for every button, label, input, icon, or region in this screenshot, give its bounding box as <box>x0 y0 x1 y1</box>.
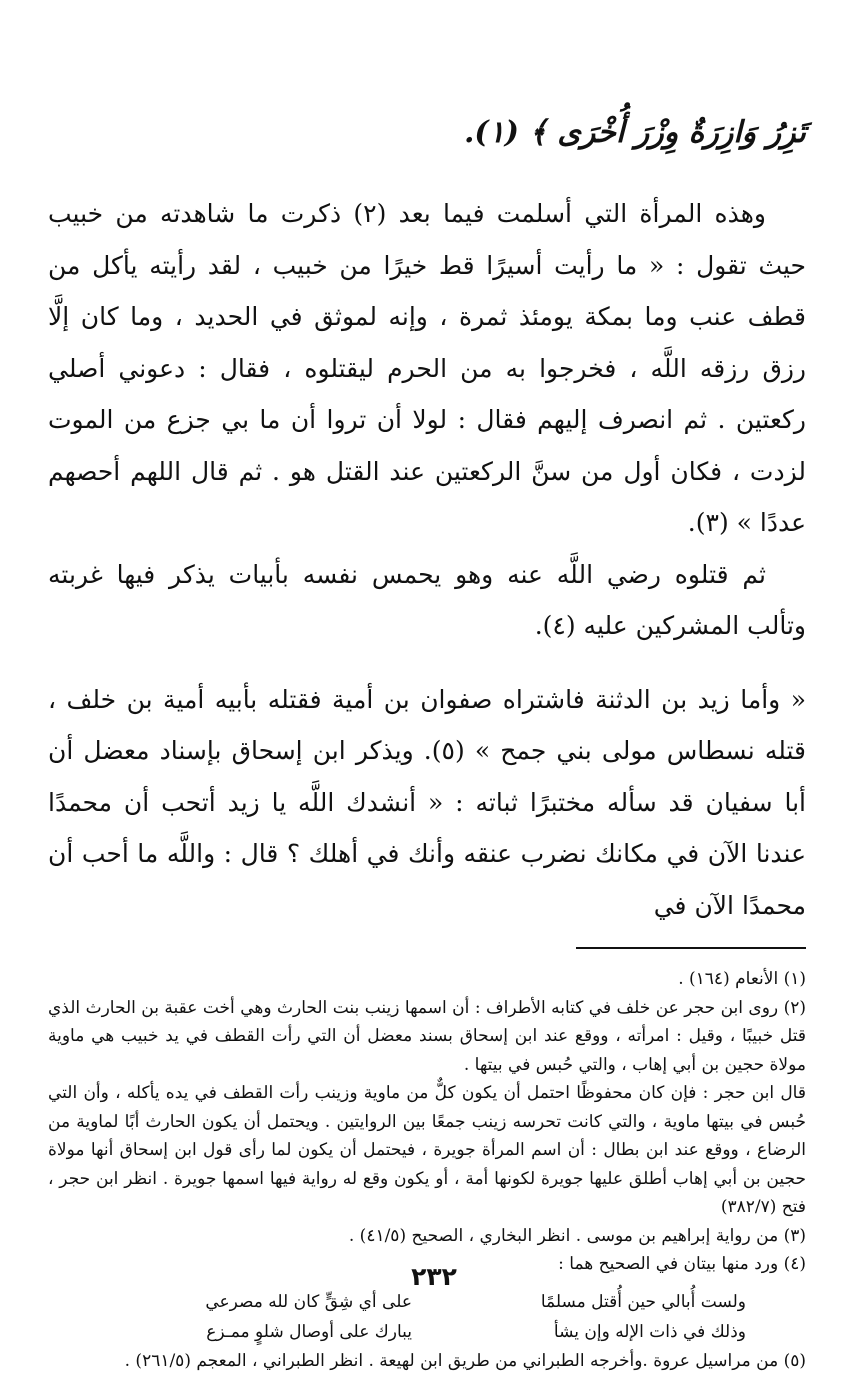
paragraph-khubayb: وهذه المرأة التي أسلمت فيما بعد (٢) ذكرت ما شاهدته من خبيب حيث تقول : « ما رأيت أسيرًا قط خيرًا من خبيب ، لقد رأيته يأكل من قطف عنب وما بمكة يومئذ ثمرة ، وإنه لموثق في الحديد ، وما كان إلَّا رزق رزقه اللَّه ، فخرجوا به من الحرم ليقتلوه ، فقال : دعوني أصلي ركعتين . ثم انصرف إليهم فقال : لولا أن تروا أن ما بي جزع من الموت لزدت ، فكان أول من سنَّ الركعتين عند القتل هو . ثم قال اللهم أحصهم عددًا » (٣). <box>48 188 806 549</box>
poem-line-1-second-half: على أي شِقٍّ كان لله مصرعي <box>78 1287 412 1317</box>
footnote-1: (١) الأنعام (١٦٤) . <box>48 965 806 994</box>
paragraph-gap <box>48 652 806 674</box>
poem-line-2-second-half: يبارك على أوصال شلوٍ ممـزع <box>78 1317 412 1347</box>
footnote-2: (٢) روى ابن حجر عن خلف في كتابه الأطراف : أن اسمها زينب بنت الحارث وهي أخت عقبة بن الحارث الذي قتل خبيبًا ، وقيل : امرأته ، ووقع عند ابن إسحاق بسند معضل أن التي رأت القطف في يد خبيب هي ماوية مولاة حجين بن أبي إهاب ، والتي حُبس في بيتها . <box>48 994 806 1080</box>
footnote-separator <box>576 947 806 949</box>
paragraph-killing: ثم قتلوه رضي اللَّه عنه وهو يحمس نفسه بأبيات يذكر فيها غربته وتألب المشركين عليه (٤). <box>48 549 806 652</box>
footnote-4: (٤) ورد منها بيتان في الصحيح هما : <box>48 1250 806 1279</box>
poem-line-2-first-half: وذلك في ذات الإله وإن يشأ <box>412 1317 746 1347</box>
poem <box>78 1287 746 1347</box>
paragraph-zayd: « وأما زيد بن الدثنة فاشتراه صفوان بن أمية فقتله بأبيه أمية بن خلف ، قتله نسطاس مولى بني جمح » (٥). ويذكر ابن إسحاق بإسناد معضل أن أبا سفيان قد سأله مختبرًا ثباته : « أنشدك اللَّه يا زيد أتحب أن محمدًا عندنا الآن في مكانك نضرب عنقه وأنك في أهلك ؟ قال : واللَّه ما أحب أن محمدًا الآن في <box>48 674 806 932</box>
footnote-5: (٥) من مراسيل عروة .وأخرجه الطبراني من طريق ابن لهيعة . انظر الطبراني ، المعجم (٢٦١/٥) . <box>48 1347 806 1375</box>
page <box>48 108 806 1359</box>
footnote-3: (٣) من رواية إبراهيم بن موسى . انظر البخاري ، الصحيح (٤١/٥) . <box>48 1222 806 1251</box>
page-number: ٢٣٢ <box>0 1262 868 1291</box>
poem-line-1-first-half: ولست أُبالي حين أُقتل مسلمًا <box>412 1287 746 1317</box>
footnote-2-continued: قال ابن حجر : فإن كان محفوظًا احتمل أن يكون كلٌّ من ماوية وزينب رأت القطف في يده يأكله ، وأن التي حُبس في بيتها ماوية ، والتي كانت تحرسه زينب جمعًا بين الروايتين . ويحتمل أن يكون الحارث أبًا لماوية من الرضاع ، ووقع عند ابن بطال : أن اسم المرأة جويرة ، فيحتمل أن يكون لما رأى قول ابن إسحاق أنها مولاة حجين بن أبي إهاب أطلق عليها جويرة لكونها أمة ، أو يكون وقع له رواية فيها اسمها جويرة . انظر ابن حجر ، فتح (٣٨٢/٧) <box>48 1079 806 1222</box>
quran-verse: تَزِرُ وَازِرَةٌ وِزْرَ أُخْرَى ﴾ (١). <box>48 108 806 158</box>
footnote-separator-wrap <box>48 931 806 965</box>
